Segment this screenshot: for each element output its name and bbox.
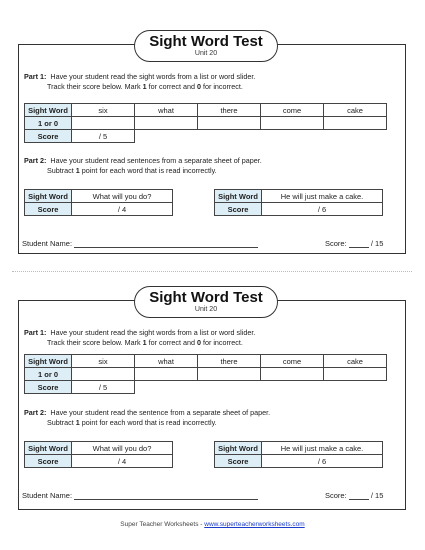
part1-instructions (24, 328, 399, 348)
title-badge-top (134, 30, 278, 62)
footer (0, 521, 425, 528)
score-header: Score (25, 203, 72, 216)
sentence-cell: What will you do? (72, 190, 173, 203)
sight-word-header: Sight Word (215, 442, 262, 455)
word-cell: cake (324, 104, 387, 117)
score-header: Score (25, 381, 72, 394)
mark-cell[interactable] (324, 117, 387, 130)
word-cell: come (261, 104, 324, 117)
word-cell: there (198, 355, 261, 368)
sentence-table-1 (24, 189, 173, 216)
student-name-line[interactable] (74, 239, 258, 248)
sight-word-header: Sight Word (25, 190, 72, 203)
score-header: Score (25, 130, 72, 143)
word-cell: what (135, 104, 198, 117)
sight-word-header: Sight Word (25, 104, 72, 117)
sight-word-header: Sight Word (215, 190, 262, 203)
part1-line2-b: 1 (142, 338, 147, 347)
sight-word-header: Sight Word (25, 355, 72, 368)
footer-text: Super Teacher Worksheets - (120, 521, 205, 528)
sentence-score-cell: / 6 (262, 203, 383, 216)
part2-line2-a: Subtract (47, 418, 76, 427)
total-score-label: Score: (325, 239, 347, 248)
total-score-value: / 15 (370, 239, 384, 248)
score-header: Score (25, 455, 72, 468)
sentence-score-cell: / 6 (262, 455, 383, 468)
part1-line2-c: for correct and (146, 338, 197, 347)
word-cell: cake (324, 355, 387, 368)
student-name-label: Student Name: (22, 491, 73, 500)
total-score-line[interactable] (349, 239, 369, 248)
part1-line1: Have your student read the sight words from a list or word slider. (50, 328, 256, 337)
part2-line2-c: point for each word that is read incorrectly. (79, 166, 217, 175)
sentence-cell: What will you do? (72, 442, 173, 455)
part2-line2-b: 1 (75, 166, 80, 175)
part2-label: Part 2: (24, 408, 47, 417)
part1-line2-b: 1 (142, 82, 147, 91)
page-title: Sight Word Test (149, 289, 263, 306)
sentence-table-2 (214, 189, 383, 216)
score-header: Score (215, 203, 262, 216)
page-title: Sight Word Test (149, 33, 263, 50)
mark-cell[interactable] (261, 117, 324, 130)
mark-cell[interactable] (198, 117, 261, 130)
part2-label: Part 2: (24, 156, 47, 165)
mark-cell[interactable] (72, 368, 135, 381)
score-header: Score (215, 455, 262, 468)
part1-line2-d: 0 (196, 338, 201, 347)
word-cell: six (72, 355, 135, 368)
sentence-table-1 (24, 441, 173, 468)
sentence-cell: He will just make a cake. (262, 190, 383, 203)
part2-line2-c: point for each word that is read incorrectly. (79, 418, 217, 427)
sentence-score-cell: / 4 (72, 203, 173, 216)
part2-instructions (24, 408, 399, 428)
unit-subtitle: Unit 20 (194, 306, 218, 313)
part1-line2-e: for incorrect. (200, 82, 243, 91)
part1-label: Part 1: (24, 72, 47, 81)
word-cell: what (135, 355, 198, 368)
part1-line1: Have your student read the sight words from a list or word slider. (50, 72, 256, 81)
part1-line2-e: for incorrect. (200, 338, 243, 347)
sight-word-header: Sight Word (25, 442, 72, 455)
part2-line2-a: Subtract (47, 166, 76, 175)
student-name-label: Student Name: (22, 239, 73, 248)
part1-line2-c: for correct and (146, 82, 197, 91)
mark-cell[interactable] (261, 368, 324, 381)
part1-line2-d: 0 (196, 82, 201, 91)
mark-cell[interactable] (72, 117, 135, 130)
sight-word-table (24, 103, 387, 143)
part2-line2-b: 1 (75, 418, 80, 427)
part2-instructions (24, 156, 399, 176)
part1-label: Part 1: (24, 328, 47, 337)
part1-score-cell: / 5 (72, 381, 135, 394)
sentence-table-2 (214, 441, 383, 468)
part1-score-cell: / 5 (72, 130, 135, 143)
part1-line2-a: Track their score below. Mark (47, 82, 143, 91)
part2-line1: Have your student read the sentence from a separate sheet of paper. (50, 408, 271, 417)
mark-cell[interactable] (135, 368, 198, 381)
total-score-row (325, 239, 383, 248)
test-card-top (18, 44, 406, 254)
mark-cell[interactable] (198, 368, 261, 381)
cut-line-divider (12, 271, 412, 272)
part2-line1: Have your student read sentences from a separate sheet of paper. (50, 156, 262, 165)
student-name-row (22, 239, 258, 248)
sentence-score-cell: / 4 (72, 455, 173, 468)
footer-link[interactable]: www.superteacherworksheets.com (204, 521, 305, 528)
part1-line2-a: Track their score below. Mark (47, 338, 143, 347)
total-score-line[interactable] (349, 491, 369, 500)
total-score-row (325, 491, 383, 500)
test-card-bottom (18, 300, 406, 510)
student-name-line[interactable] (74, 491, 258, 500)
word-cell: six (72, 104, 135, 117)
total-score-label: Score: (325, 491, 347, 500)
one-or-zero-header: 1 or 0 (25, 117, 72, 130)
title-badge-bottom (134, 286, 278, 318)
word-cell: come (261, 355, 324, 368)
mark-cell[interactable] (135, 117, 198, 130)
sight-word-table (24, 354, 387, 394)
student-name-row (22, 491, 258, 500)
mark-cell[interactable] (324, 368, 387, 381)
part1-instructions (24, 72, 399, 92)
word-cell: there (198, 104, 261, 117)
sentence-cell: He will just make a cake. (262, 442, 383, 455)
unit-subtitle: Unit 20 (194, 50, 218, 57)
one-or-zero-header: 1 or 0 (25, 368, 72, 381)
total-score-value: / 15 (370, 491, 384, 500)
